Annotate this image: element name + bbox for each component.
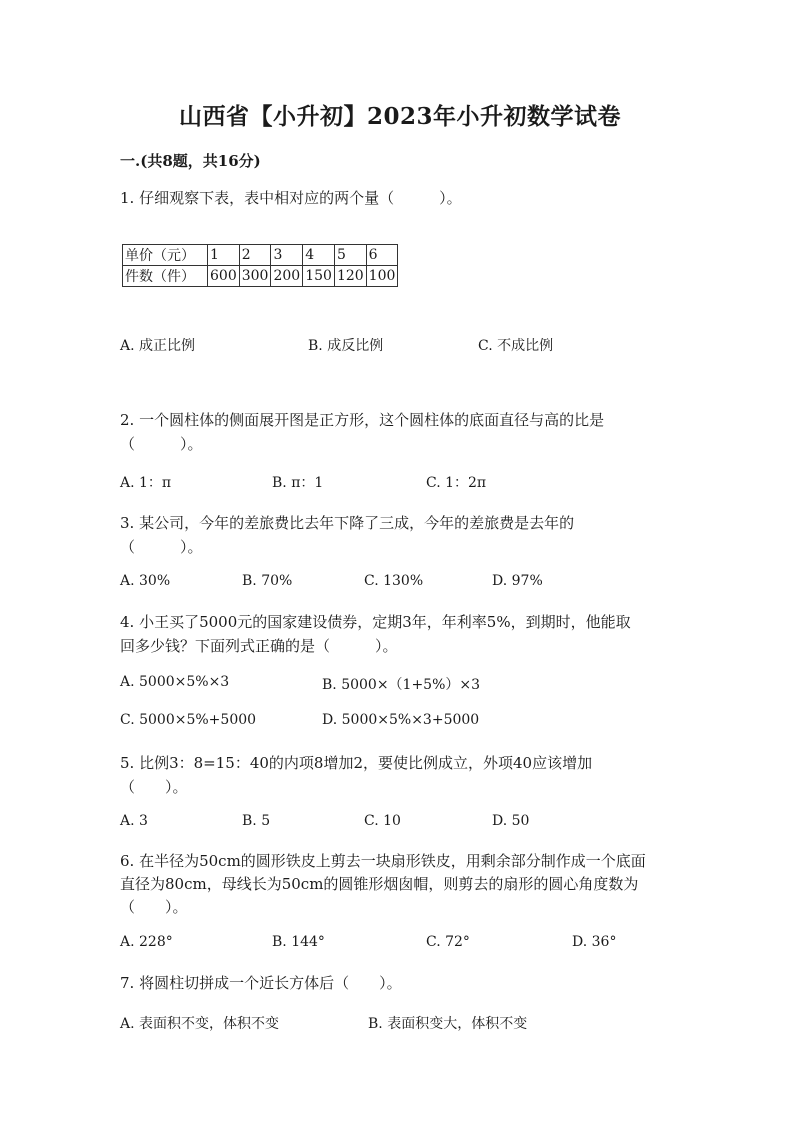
question-6-line-3: （ ）。 bbox=[120, 898, 188, 916]
q6-option-a: A. 228° bbox=[120, 934, 173, 950]
table-cell: 100 bbox=[366, 266, 398, 287]
q5-option-a: A. 3 bbox=[120, 813, 148, 829]
table-cell: 3 bbox=[271, 245, 303, 266]
table-cell: 1 bbox=[208, 245, 240, 266]
question-5-line-2: （ ）。 bbox=[120, 778, 188, 796]
q2-option-c: C. 1：2π bbox=[426, 475, 487, 491]
table-cell: 200 bbox=[271, 266, 303, 287]
table-cell: 4 bbox=[303, 245, 335, 266]
q5-option-d: D. 50 bbox=[492, 813, 530, 829]
q5-option-c: C. 10 bbox=[364, 813, 401, 829]
table-cell: 6 bbox=[366, 245, 398, 266]
q6-option-b: B. 144° bbox=[272, 934, 325, 950]
page-title: 山西省【小升初】2023年小升初数学试卷 bbox=[178, 103, 621, 130]
table-row bbox=[123, 245, 398, 266]
question-2-line-1: 2. 一个圆柱体的侧面展开图是正方形，这个圆柱体的底面直径与高的比是 bbox=[120, 411, 605, 429]
table-cell: 件数（件） bbox=[123, 266, 208, 287]
question-6-line-1: 6. 在半径为50cm的圆形铁皮上剪去一块扇形铁皮，用剩余部分制作成一个底面 bbox=[120, 852, 646, 870]
table-cell: 单价（元） bbox=[123, 245, 208, 266]
question-6-line-2: 直径为80cm，母线长为50cm的圆锥形烟囱帽，则剪去的扇形的圆心角度数为 bbox=[120, 875, 639, 893]
question-5-line-1: 5. 比例3：8=15：40的内项8增加2，要使比例成立，外项40应该增加 bbox=[120, 754, 593, 772]
question-2-line-2: （ ）。 bbox=[120, 435, 203, 453]
q3-option-a: A. 30% bbox=[120, 573, 171, 589]
question-4-line-1: 4. 小王买了5000元的国家建设债券，定期3年，年利率5%，到期时，他能取 bbox=[120, 613, 631, 631]
q6-option-c: C. 72° bbox=[426, 934, 470, 950]
q1-option-c: C. 不成比例 bbox=[478, 338, 554, 354]
table-cell: 2 bbox=[239, 245, 271, 266]
q2-option-b: B. π：1 bbox=[272, 475, 324, 491]
q3-option-c: C. 130% bbox=[364, 573, 424, 589]
q6-option-d: D. 36° bbox=[572, 934, 617, 950]
question-7-text: 7. 将圆柱切拼成一个近长方体后（ ）。 bbox=[120, 974, 402, 992]
q3-option-d: D. 97% bbox=[492, 573, 543, 589]
q1-option-a: A. 成正比例 bbox=[120, 338, 196, 354]
question-3-line-2: （ ）。 bbox=[120, 538, 203, 556]
section-heading: 一.(共8题，共16分) bbox=[120, 152, 261, 170]
q5-option-b: B. 5 bbox=[242, 813, 271, 829]
q3-option-b: B. 70% bbox=[242, 573, 293, 589]
table-cell: 120 bbox=[334, 266, 366, 287]
question-1-text: 1. 仔细观察下表，表中相对应的两个量（ ）。 bbox=[120, 189, 462, 207]
table-cell: 150 bbox=[303, 266, 335, 287]
price-quantity-table bbox=[122, 244, 398, 287]
q4-option-b: B. 5000×（1+5%）×3 bbox=[322, 677, 481, 693]
question-3-line-1: 3. 某公司，今年的差旅费比去年下降了三成，今年的差旅费是去年的 bbox=[120, 514, 575, 532]
q7-option-b: B. 表面积变大，体积不变 bbox=[368, 1016, 528, 1032]
q1-option-b: B. 成反比例 bbox=[308, 338, 384, 354]
table-row bbox=[123, 266, 398, 287]
q4-option-a: A. 5000×5%×3 bbox=[120, 674, 230, 690]
table-cell: 300 bbox=[239, 266, 271, 287]
q2-option-a: A. 1：π bbox=[120, 475, 172, 491]
table-cell: 600 bbox=[208, 266, 240, 287]
q4-option-d: D. 5000×5%×3+5000 bbox=[322, 712, 480, 728]
question-4-line-2: 回多少钱？下面列式正确的是（ ）。 bbox=[120, 637, 398, 655]
q4-option-c: C. 5000×5%+5000 bbox=[120, 712, 257, 728]
q7-option-a: A. 表面积不变，体积不变 bbox=[120, 1016, 280, 1032]
table-cell: 5 bbox=[334, 245, 366, 266]
